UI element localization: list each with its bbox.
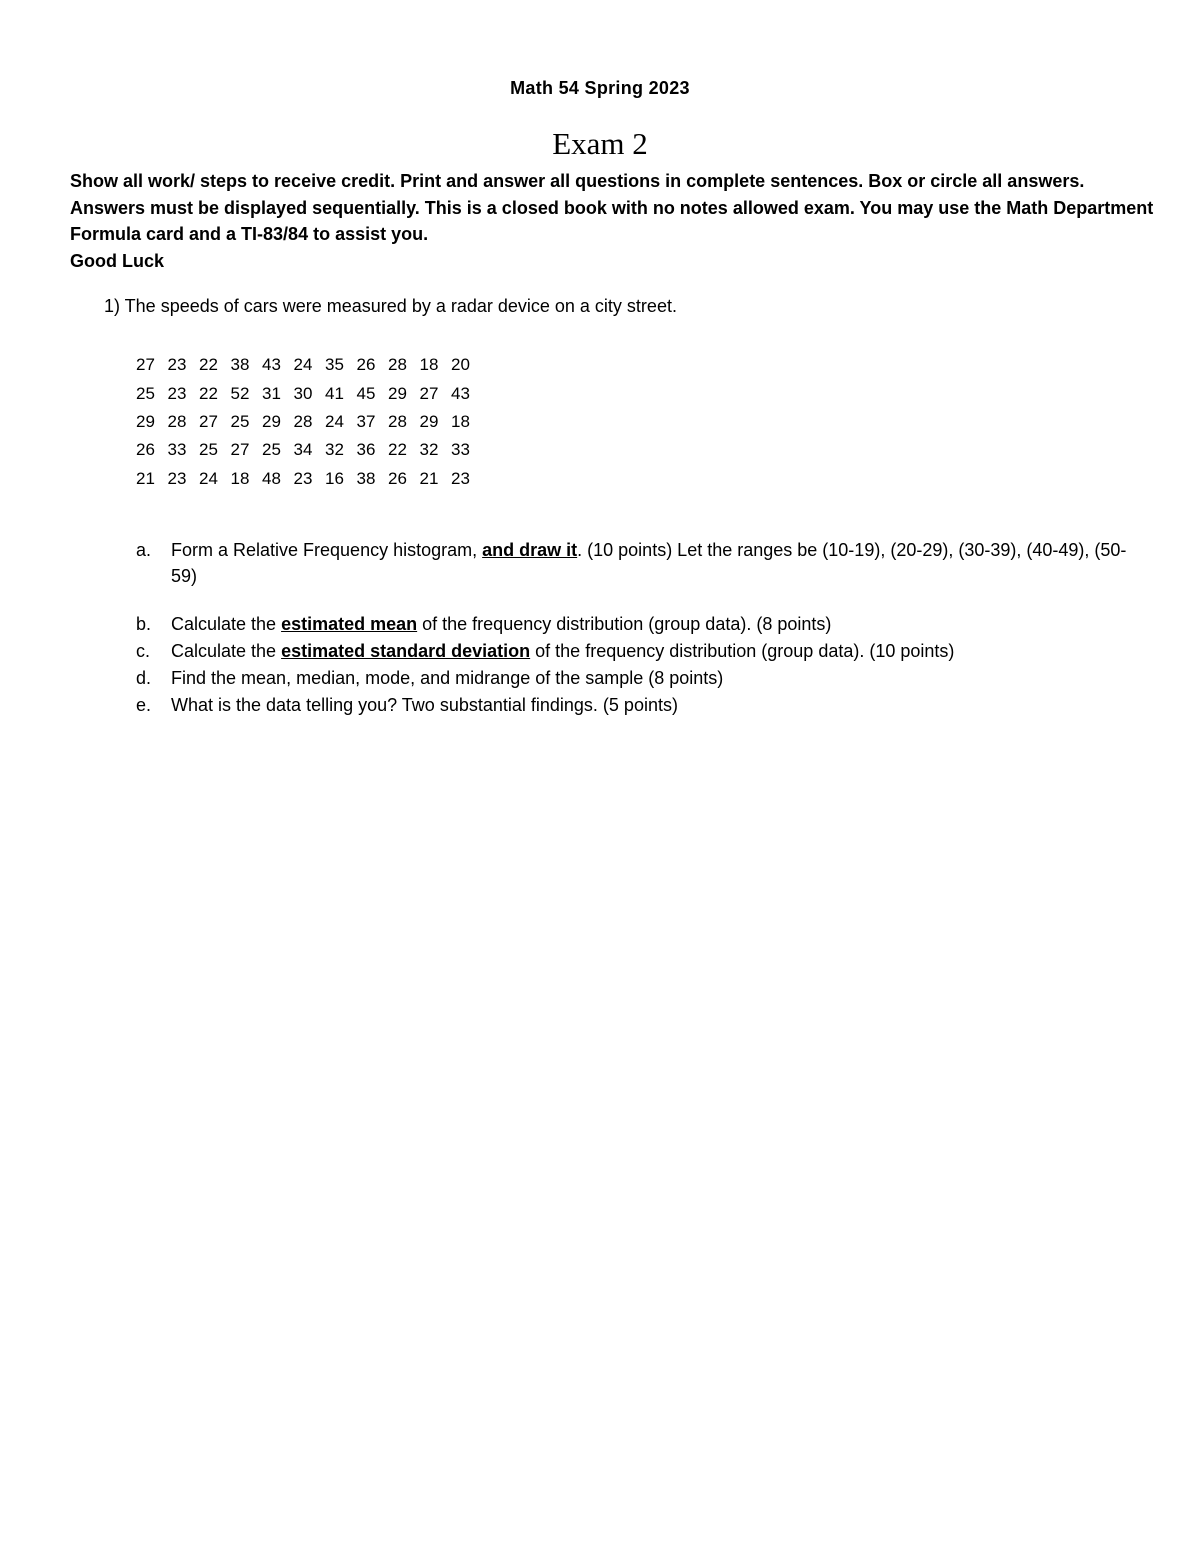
data-cell: 36 — [356, 440, 376, 460]
data-cell: 32 — [325, 440, 344, 460]
part-e-text: What is the data telling you? Two substantial findings. (5 points) — [171, 695, 678, 715]
data-cell: 23 — [167, 468, 187, 488]
part-a — [136, 537, 1136, 589]
data-cell: 24 — [199, 468, 218, 488]
data-cell: 27 — [199, 411, 218, 431]
data-cell: 25 — [136, 383, 155, 403]
part-b-emphasis: estimated mean — [281, 614, 418, 634]
data-cell: 28 — [167, 411, 187, 431]
data-cell: 20 — [451, 355, 470, 375]
part-letter: e. — [136, 695, 152, 715]
data-cell: 23 — [167, 383, 187, 403]
data-cell: 29 — [262, 411, 281, 431]
data-cell: 30 — [293, 383, 313, 403]
part-letter: b. — [136, 614, 152, 634]
data-row — [136, 465, 483, 493]
part-d-text: Find the mean, median, mode, and midrange of the sample (8 points) — [171, 668, 724, 688]
data-cell: 23 — [451, 468, 470, 488]
part-c-text-post: of the frequency distribution (group data). (10 points) — [530, 641, 955, 661]
data-cell: 28 — [388, 411, 407, 431]
data-cell: 24 — [293, 355, 313, 375]
data-row — [136, 436, 483, 464]
part-b-text-post: of the frequency distribution (group data). (8 points) — [417, 614, 832, 634]
data-cell: 25 — [262, 440, 281, 460]
data-cell: 27 — [136, 355, 155, 375]
data-cell: 26 — [136, 440, 155, 460]
data-cell: 18 — [451, 411, 470, 431]
data-cell: 18 — [419, 355, 439, 375]
data-cell: 41 — [325, 383, 344, 403]
part-e — [136, 692, 1136, 718]
data-cell: 33 — [167, 440, 187, 460]
part-letter: a. — [136, 540, 152, 560]
data-cell: 21 — [419, 468, 439, 488]
data-cell: 38 — [230, 355, 250, 375]
data-cell: 23 — [167, 355, 187, 375]
data-cell: 23 — [293, 468, 313, 488]
data-cell: 33 — [451, 440, 470, 460]
part-c — [136, 638, 1136, 664]
data-cell: 32 — [419, 440, 439, 460]
part-d — [136, 665, 1136, 691]
data-cell: 25 — [199, 440, 218, 460]
good-luck-text: Good Luck — [70, 250, 164, 271]
data-cell: 28 — [388, 355, 407, 375]
data-cell: 43 — [262, 355, 281, 375]
speed-data-table — [136, 351, 483, 493]
data-row — [136, 408, 483, 436]
data-cell: 52 — [230, 383, 250, 403]
course-header: Math 54 Spring 2023 — [510, 78, 690, 98]
data-row — [136, 379, 483, 407]
data-cell: 28 — [293, 411, 313, 431]
data-row — [136, 351, 483, 379]
data-cell: 26 — [356, 355, 376, 375]
data-cell: 38 — [356, 468, 376, 488]
instructions-block — [70, 168, 1160, 274]
exam-title: Exam 2 — [552, 126, 648, 161]
part-a-text-post: . (10 points) Let the ranges be (10-19), (20-29), (30-39), (40-49), (50-59) — [171, 540, 1127, 586]
part-letter: c. — [136, 641, 151, 661]
part-b-text-pre: Calculate the — [171, 614, 282, 634]
instructions-text: Show all work/ steps to receive credit. Print and answer all questions in complete sentences. Box or circle all answers. Answers must be displayed sequentially. This is a closed book with no notes allowed exam. You may use the Math Department Formula card and a TI-83/84 to assist you. — [70, 171, 1154, 244]
data-cell: 37 — [356, 411, 376, 431]
question-1-prompt: 1) The speeds of cars were measured by a radar device on a city street. — [104, 296, 677, 316]
data-cell: 29 — [136, 411, 155, 431]
data-cell: 18 — [230, 468, 250, 488]
data-cell: 22 — [199, 355, 218, 375]
data-cell: 31 — [262, 383, 281, 403]
part-b — [136, 611, 1136, 637]
data-cell: 22 — [388, 440, 407, 460]
data-cell: 35 — [325, 355, 344, 375]
part-a-emphasis: and draw it — [482, 540, 578, 560]
part-c-text-pre: Calculate the — [171, 641, 282, 661]
data-cell: 26 — [388, 468, 407, 488]
data-cell: 34 — [293, 440, 313, 460]
data-cell: 29 — [388, 383, 407, 403]
part-c-emphasis: estimated standard deviation — [281, 641, 531, 661]
data-cell: 25 — [230, 411, 250, 431]
data-cell: 43 — [451, 383, 470, 403]
part-letter: d. — [136, 668, 152, 688]
data-cell: 45 — [356, 383, 376, 403]
question-parts — [136, 537, 1136, 719]
data-cell: 27 — [230, 440, 250, 460]
data-cell: 24 — [325, 411, 344, 431]
data-cell: 22 — [199, 383, 218, 403]
data-cell: 48 — [262, 468, 281, 488]
part-a-text-pre: Form a Relative Frequency histogram, — [171, 540, 483, 560]
data-cell: 16 — [325, 468, 344, 488]
data-cell: 21 — [136, 468, 155, 488]
data-cell: 29 — [419, 411, 439, 431]
data-cell: 27 — [419, 383, 439, 403]
